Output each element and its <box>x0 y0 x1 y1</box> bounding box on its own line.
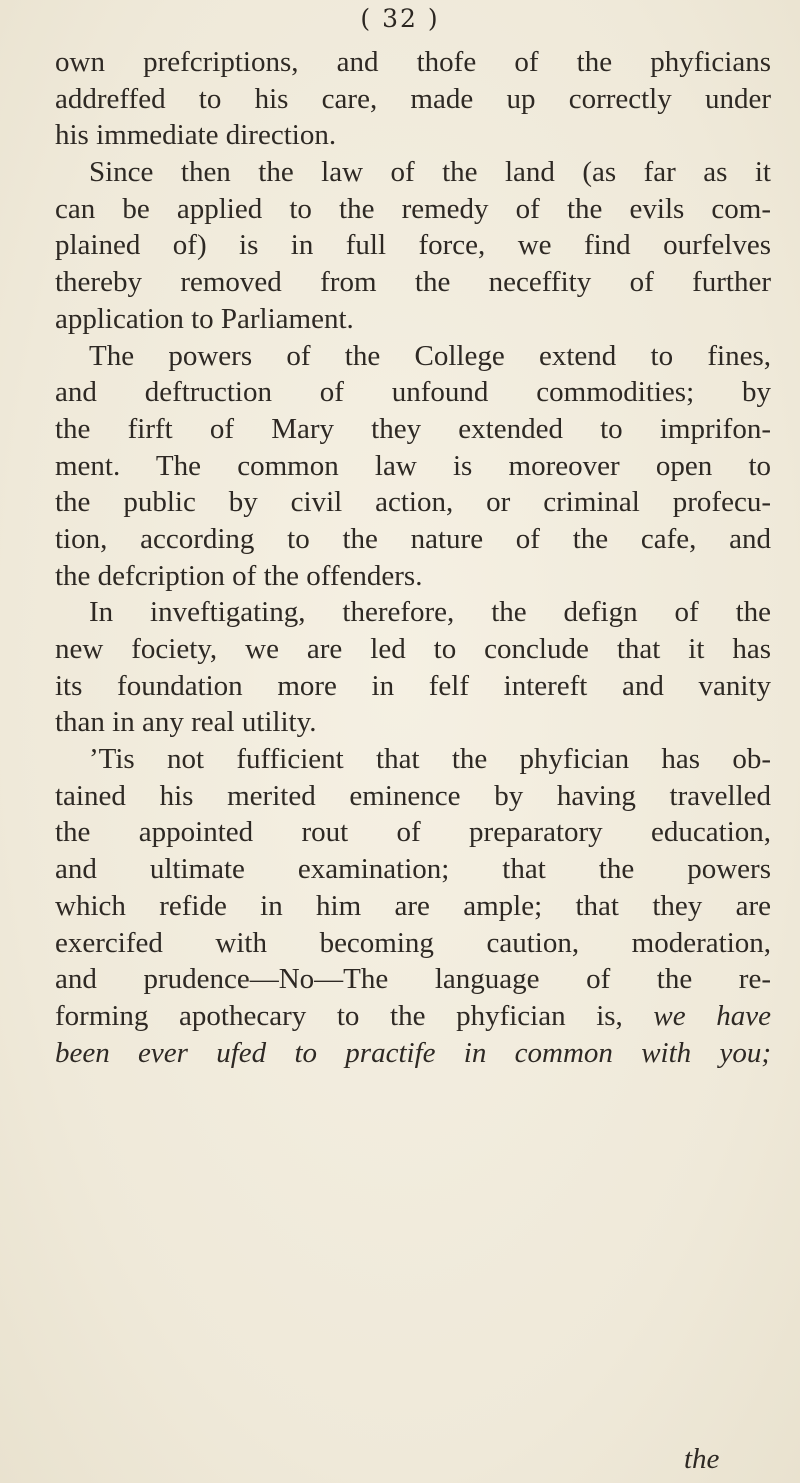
text-line-content: exercifed with becoming caution, moderation, <box>55 926 771 959</box>
text-line <box>55 81 771 118</box>
text-line <box>55 741 771 778</box>
text-line <box>55 374 771 411</box>
catchword: the <box>684 1443 720 1475</box>
text-line-content: which refide in him are ample; that they are <box>55 889 771 922</box>
text-line <box>55 44 771 81</box>
text-line-content: forming apothecary to the phyfician is, <box>55 999 623 1032</box>
text-line <box>55 521 771 558</box>
text-line-content: plained of) is in full force, we find ourfelves <box>55 229 771 262</box>
text-line <box>55 484 771 521</box>
text-line-content: own prefcriptions, and thofe of the phyficians <box>55 46 771 78</box>
text-line <box>55 558 771 595</box>
text-line-content: ’Tis not fufficient that the phyfician has ob- <box>89 743 771 776</box>
text-line <box>55 814 771 851</box>
text-line <box>55 851 771 888</box>
text-line <box>55 264 771 301</box>
text-line <box>55 448 771 485</box>
text-line <box>55 191 771 228</box>
text-line <box>55 338 771 375</box>
text-line <box>55 961 771 998</box>
text-line-content: than in any real utility. <box>55 706 317 739</box>
italic-text: we have <box>653 999 771 1032</box>
text-line <box>55 154 771 191</box>
text-line <box>55 227 771 264</box>
text-line-content: his immediate direction. <box>55 119 337 152</box>
text-line-content: tion, according to the nature of the cafe, and <box>55 522 771 555</box>
text-line-content: and ultimate examination; that the powers <box>55 853 771 886</box>
text-line-content: ment. The common law is moreover open to <box>55 449 771 482</box>
text-line-content: the appointed rout of preparatory education, <box>55 816 771 849</box>
body-text <box>55 44 771 1071</box>
text-line <box>55 998 771 1035</box>
text-line <box>55 1035 771 1072</box>
text-line <box>55 301 771 338</box>
text-line-content: In inveftigating, therefore, the defign of the <box>89 596 771 629</box>
page-number: ( 32 ) <box>360 4 440 33</box>
text-line-content: the defcription of the offenders. <box>55 559 423 592</box>
text-line <box>55 668 771 705</box>
text-line-content: The powers of the College extend to fines, <box>89 339 771 372</box>
text-line-content: its foundation more in felf intereft and vanity <box>55 669 771 702</box>
text-line-content: and deftruction of unfound commodities; by <box>55 376 771 409</box>
text-line-content: Since then the law of the land (as far as it <box>89 156 771 189</box>
text-line <box>55 594 771 631</box>
text-line-content: thereby removed from the neceffity of further <box>55 266 771 299</box>
text-line-content: the firft of Mary they extended to imprifon- <box>55 412 771 445</box>
text-line-content: can be applied to the remedy of the evils com- <box>55 192 771 225</box>
text-line-content: new fociety, we are led to conclude that it has <box>55 633 771 665</box>
text-line-content: and prudence—No—The language of the re- <box>55 963 771 996</box>
text-line-content: the public by civil action, or criminal profecu- <box>55 486 771 519</box>
text-line <box>55 778 771 815</box>
text-line <box>55 704 771 741</box>
text-line <box>55 411 771 448</box>
text-line-content: addreffed to his care, made up correctly under <box>55 82 771 115</box>
text-line-content: application to Parliament. <box>55 302 354 335</box>
italic-text: been ever ufed to practife in common with you; <box>55 1036 771 1069</box>
text-line-content: tained his merited eminence by having travelled <box>55 779 771 812</box>
text-line <box>55 888 771 925</box>
text-line <box>55 925 771 962</box>
text-line <box>55 117 771 154</box>
text-line <box>55 631 771 668</box>
